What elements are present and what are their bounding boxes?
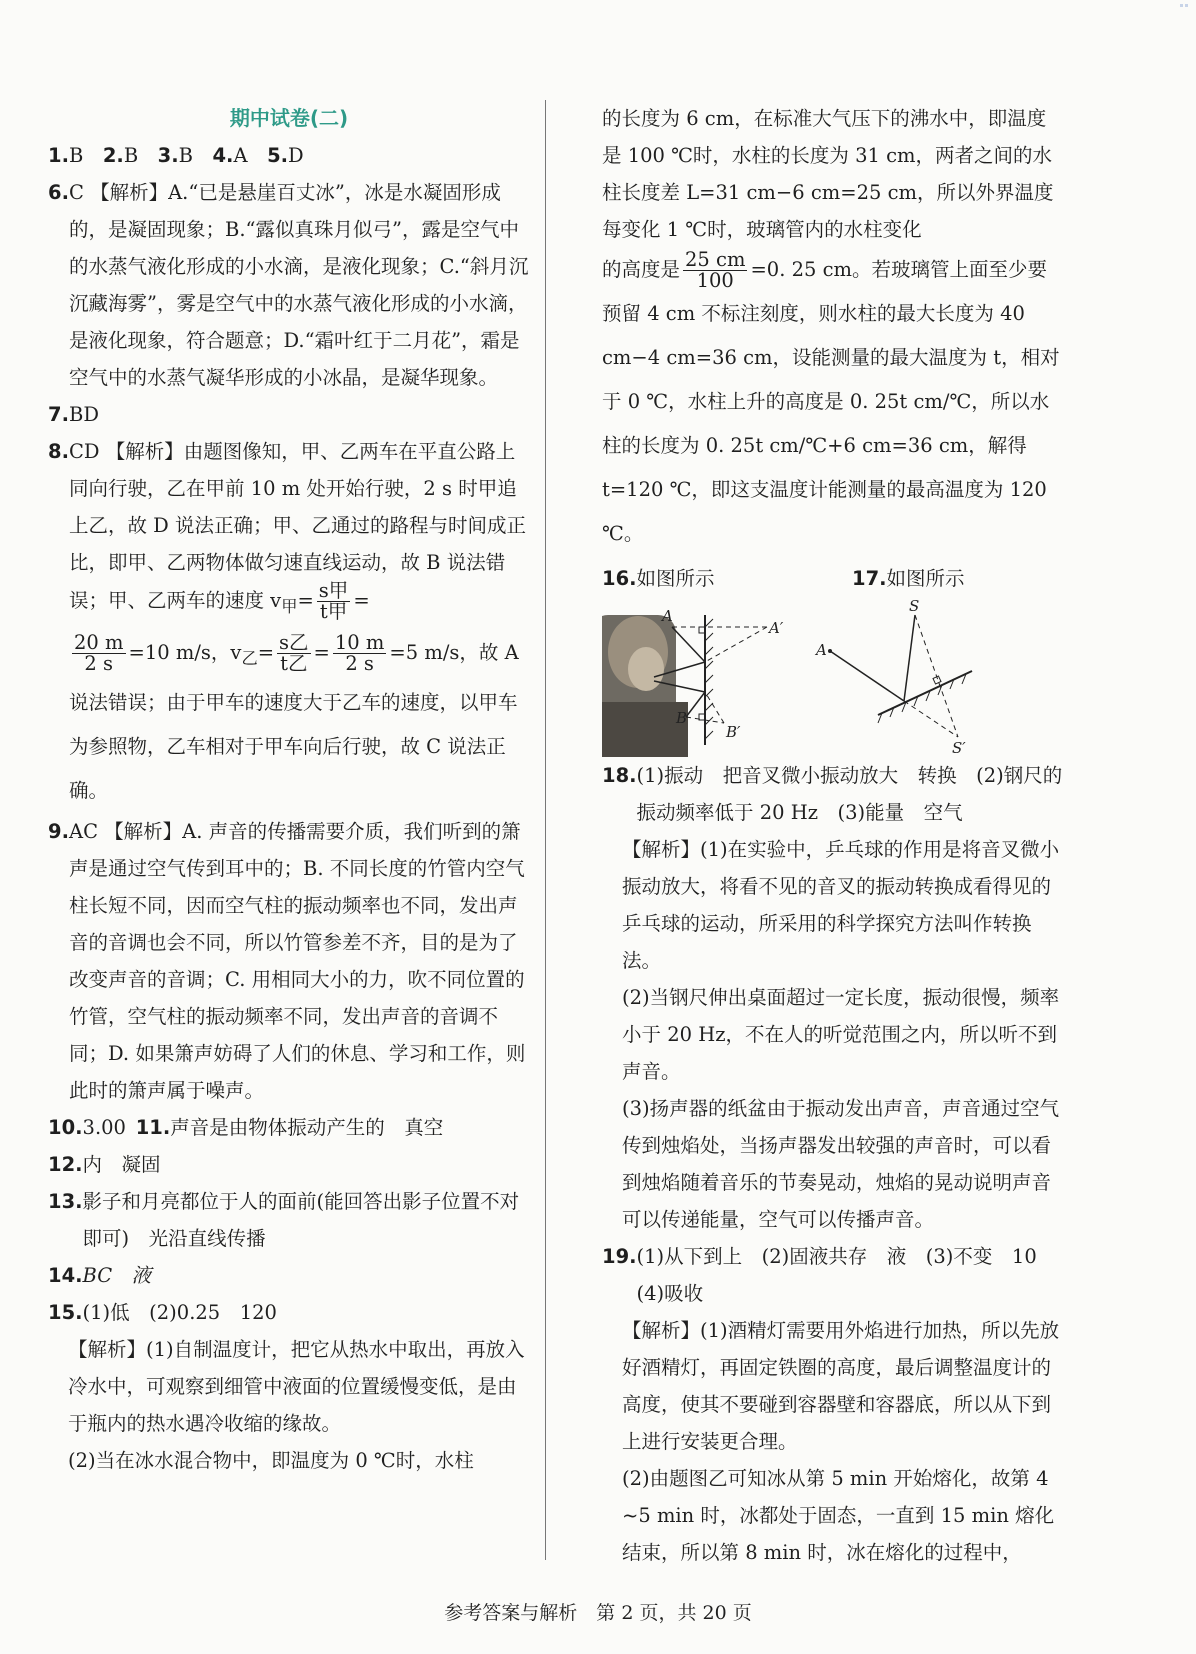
- frac-numerator: s甲: [318, 579, 349, 602]
- q2-answer: B: [123, 144, 139, 167]
- questions-16-17: [602, 560, 1064, 597]
- questions-10-11: [48, 1109, 530, 1146]
- q15-answer: (1)低 (2)0.25 120: [82, 1300, 277, 1324]
- figures-row: [602, 597, 1064, 757]
- q18-analysis-3: (3)扬声器的纸盆由于振动发出声音，声音通过空气传到烛焰处，当扬声器发出较强的声音时，可以看到烛焰随着音乐的节奏晃动，烛焰的晃动说明声音可以传递能量，空气可以传播声音。: [622, 1097, 1060, 1231]
- line-s-to-s-prime: [915, 615, 958, 737]
- section-title: 期中试卷(二): [229, 106, 349, 130]
- question-14: [48, 1257, 530, 1294]
- q16-num: 16.: [602, 567, 637, 590]
- q10-text: 3.00: [82, 1115, 126, 1139]
- q2-num: 2.: [102, 144, 124, 167]
- q8-text-block: CD 【解析】由题图像知，甲、乙两车在平直公路上同向行驶，乙在甲前 10 m 处开始行驶，2 s 时甲追上乙，故 D 说法正确；甲、乙通过的路程与时间成正比，即甲、乙两物体做匀速直线运动，故 B 说法错误；甲、乙两车的速度 $v_甲=$ $\frac{\text{s甲}}{\text{t甲}}$ =: [68, 440, 527, 623]
- q8-text3: =5 m/s，故 A 说法错误；由于甲车的速度大于乙车的速度，以甲车为参照物，乙车相对于甲车向后行驶，故 C 说法正确。: [68, 640, 519, 802]
- point-a: [828, 649, 832, 653]
- left-column: [48, 100, 530, 1479]
- fig17-label-a: A: [816, 641, 827, 659]
- frac-denominator: t甲: [319, 600, 348, 623]
- ray-a-reflected: [672, 627, 705, 662]
- q8-text1: CD 【解析】由题图像知，甲、乙两车在平直公路上同向行驶，乙在甲前 10 m 处开始行驶，2 s 时甲追上乙，故 D 说法正确；甲、乙通过的路程与时间成正比，即甲、乙两物体做匀速直线运动，故 B 说法错误；甲、乙两车的速度 v: [68, 440, 527, 612]
- ray-b-reflected: [686, 692, 705, 717]
- q8-eq: =: [297, 589, 314, 612]
- fig17-label-s-prime: S′: [952, 739, 966, 757]
- q12-text: 内 凝固: [82, 1152, 161, 1176]
- q3-num: 3.: [157, 144, 179, 167]
- q11-text: 声音是由物体振动产生的 真空: [170, 1115, 444, 1139]
- page-footer: 参考答案与解析 第 2 页，共 20 页: [444, 1602, 752, 1624]
- mirror-17-hatching: [878, 674, 966, 723]
- q8-sub-jia: 甲: [281, 596, 298, 616]
- q18-num: 18.: [602, 764, 637, 787]
- column-divider: [545, 100, 546, 1560]
- ray-s-to-mirror: [904, 615, 915, 701]
- line-point-to-s-prime: [904, 701, 958, 737]
- frac-denominator: 2 s: [345, 651, 374, 675]
- q19-answer: (1)从下到上 (2)固液共存 液 (3)不变 10 (4)吸收: [636, 1245, 1057, 1305]
- question-13: [48, 1183, 530, 1257]
- q5-num: 5.: [267, 144, 289, 167]
- corner-marks: [1180, 4, 1188, 12]
- q16-text: 如图所示: [636, 567, 715, 590]
- q8-frac-sjia: [317, 581, 351, 622]
- ray-mirror-to-a: [830, 651, 904, 701]
- q11-num: 11.: [135, 1115, 171, 1139]
- q15-analysis-2: (2)当在冰水混合物中，即温度为 0 ℃时，水柱: [68, 1448, 474, 1472]
- q8-sub-yi: 乙: [241, 648, 258, 668]
- question-8: [48, 433, 530, 813]
- question-7: [48, 396, 530, 433]
- frac-numerator: 20 m: [73, 630, 124, 654]
- q9-num: 9.: [48, 819, 69, 843]
- fraction-25cm-100: [683, 250, 747, 291]
- q10-num: 10.: [48, 1115, 83, 1139]
- question-16: [602, 560, 852, 597]
- question-6: [48, 174, 530, 396]
- fig16-label-a: A: [662, 607, 673, 625]
- fig16-label-a-prime: A′: [769, 619, 784, 637]
- q8-frac-syi: [277, 630, 311, 675]
- q17-text: 如图所示: [886, 567, 965, 590]
- q14-text: BC 液: [82, 1263, 152, 1287]
- q8-frac-2: [333, 630, 387, 675]
- q19-num: 19.: [602, 1245, 637, 1268]
- q15-continued-2: [602, 248, 1064, 556]
- frac-denominator: 2 s: [84, 651, 114, 675]
- q15-analysis-1: 【解析】(1)自制温度计，把它从热水中取出，再放入冷水中，可观察到细管中液面的位置缓慢变低，是由于瓶内的热水遇冷收缩的缘故。: [68, 1337, 525, 1435]
- q19-analysis-2: (2)由题图乙可知冰从第 5 min 开始熔化，故第 4 ~5 min 时，冰都处于固态，一直到 15 min 熔化结束，所以第 8 min 时，冰在熔化的过程中，: [622, 1467, 1055, 1564]
- q8-num: 8.: [48, 440, 69, 463]
- question-19: [602, 1238, 1064, 1312]
- frac-numerator: s乙: [279, 630, 309, 654]
- q8-line-fractions: $\frac{20 m}{2 s}$ =10 m/s，$v_乙=$ $\frac{\text{s乙}}{\text{t乙}}$ = $\frac{10 m}{2 s}$ =5 m/s，故 A 说法错误；由于甲车的速度大于乙车的速度，以甲车为参照物，乙车相对于甲车向后行驶，故 C 说法正确。: [68, 630, 519, 802]
- q12-num: 12.: [48, 1152, 83, 1176]
- q15-continued: 的长度为 6 cm，在标准大气压下的沸水中，即温度是 100 ℃时，水柱的长度为 31 cm，两者之间的水柱长度差 L=31 cm−6 cm=25 cm，所以外界温度每变化 1 ℃时，玻璃管内的水柱变化: [602, 107, 1054, 241]
- text-fragment: =0. 25 cm。若玻璃管上面至少要预留 4 cm 不标注刻度，则水柱的最大长度为 40 cm−4 cm=36 cm，设能测量的最大温度为 t，相对于 0 ℃，水柱上升的高度是 0. 25t cm/℃，所以水柱的长度为 0. 25t cm/℃+6 cm=36 cm，解得 t=120 ℃，即这支温度计能测量的最高温度为 120 ℃。: [602, 258, 1060, 545]
- q19-analysis-1: 【解析】(1)酒精灯需要用外焰进行加热，所以先放好酒精灯，再固定铁圈的高度，最后调整温度计的高度，使其不要碰到容器壁和容器底，所以从下到上进行安装更合理。: [622, 1319, 1060, 1453]
- q7-num: 7.: [48, 403, 69, 426]
- figure-17: [814, 597, 972, 757]
- answers-1-5: [48, 137, 530, 174]
- question-18: [602, 757, 1064, 831]
- fig16-label-b-prime: B′: [726, 723, 741, 741]
- question-17: [852, 560, 965, 597]
- frac-denominator: 100: [696, 269, 734, 292]
- q15-num: 15.: [48, 1300, 83, 1324]
- figures-svg: [602, 597, 1064, 757]
- q13-num: 13.: [48, 1189, 83, 1213]
- mirror-hatching: [705, 619, 713, 739]
- right-angle-marker-17: [933, 676, 941, 684]
- q3-answer: B: [178, 144, 193, 167]
- q18-answer: (1)振动 把音叉微小振动放大 转换 (2)钢尺的振动频率低于 20 Hz (3)能量 空气: [636, 764, 1063, 824]
- q8-frac-1: [72, 630, 126, 675]
- q8-body: [69, 433, 530, 813]
- q6-text: C 【解析】A.“已是悬崖百丈冰”，冰是水凝固形成的，是凝固现象；B.“露似真珠月似弓”，露是空气中的水蒸气液化形成的小水滴，是液化现象；C.“斜月沉沉藏海雾”，雾是空气中的水蒸气液化形成的小水滴，是液化现象，符合题意；D.“霜叶红于二月花”，霜是空气中的水蒸气凝华形成的小冰晶，是凝华现象。: [68, 181, 529, 389]
- q6-num: 6.: [48, 181, 69, 204]
- q8-text2: =10 m/s，v: [128, 640, 242, 664]
- q1-num: 1.: [48, 144, 69, 167]
- fig17-label-s: S: [909, 597, 920, 615]
- fig16-label-b: B: [676, 709, 688, 727]
- q4-answer: A: [233, 144, 248, 167]
- question-12: [48, 1146, 530, 1183]
- q17-num: 17.: [852, 567, 887, 590]
- q9-text: AC 【解析】A. 声音的传播需要介质，我们听到的箫声是通过空气传到耳中的；B. 不同长度的竹管内空气柱长短不同，因而空气柱的振动频率也不同，发出声音的音调也会不同，所以竹管参差不齐，目的是为了改变声音的音调；C. 用相同大小的力，吹不同位置的竹管，空气柱的振动频率不同，发出声音的音调不同；D. 如果箫声妨碍了人们的休息、学习和工作，则此时的箫声属于噪声。: [68, 819, 526, 1102]
- q5-answer: D: [288, 144, 304, 167]
- person-face: [628, 647, 664, 691]
- q7-text: BD: [68, 403, 99, 426]
- frac-numerator: 25 cm: [685, 248, 746, 271]
- ray-a-prime-to-eye: [705, 627, 767, 662]
- q18-analysis-1: 【解析】(1)在实验中，乒乓球的作用是将音叉微小振动放大，将看不见的音叉的振动转换成看得见的乒乓球的运动，所采用的科学探究方法叫作转换法。: [622, 838, 1060, 972]
- q18-analysis-2: (2)当钢尺伸出桌面超过一定长度，振动很慢，频率小于 20 Hz，不在人的听觉范围之内，所以听不到声音。: [622, 986, 1060, 1083]
- right-column: [602, 100, 1064, 1571]
- q1-answer: B: [68, 144, 84, 167]
- frac-denominator: t乙: [280, 651, 308, 675]
- question-15: [48, 1294, 530, 1331]
- figure-16: [602, 607, 784, 757]
- frac-numerator: 10 m: [334, 630, 385, 654]
- q4-num: 4.: [212, 144, 234, 167]
- q13-text: 影子和月亮都位于人的面前(能回答出影子位置不对即可) 光沿直线传播: [82, 1189, 520, 1250]
- text-fragment: 的高度是: [602, 258, 681, 281]
- question-9: [48, 813, 530, 1109]
- q15-body: [83, 1294, 530, 1331]
- q14-num: 14.: [48, 1263, 83, 1287]
